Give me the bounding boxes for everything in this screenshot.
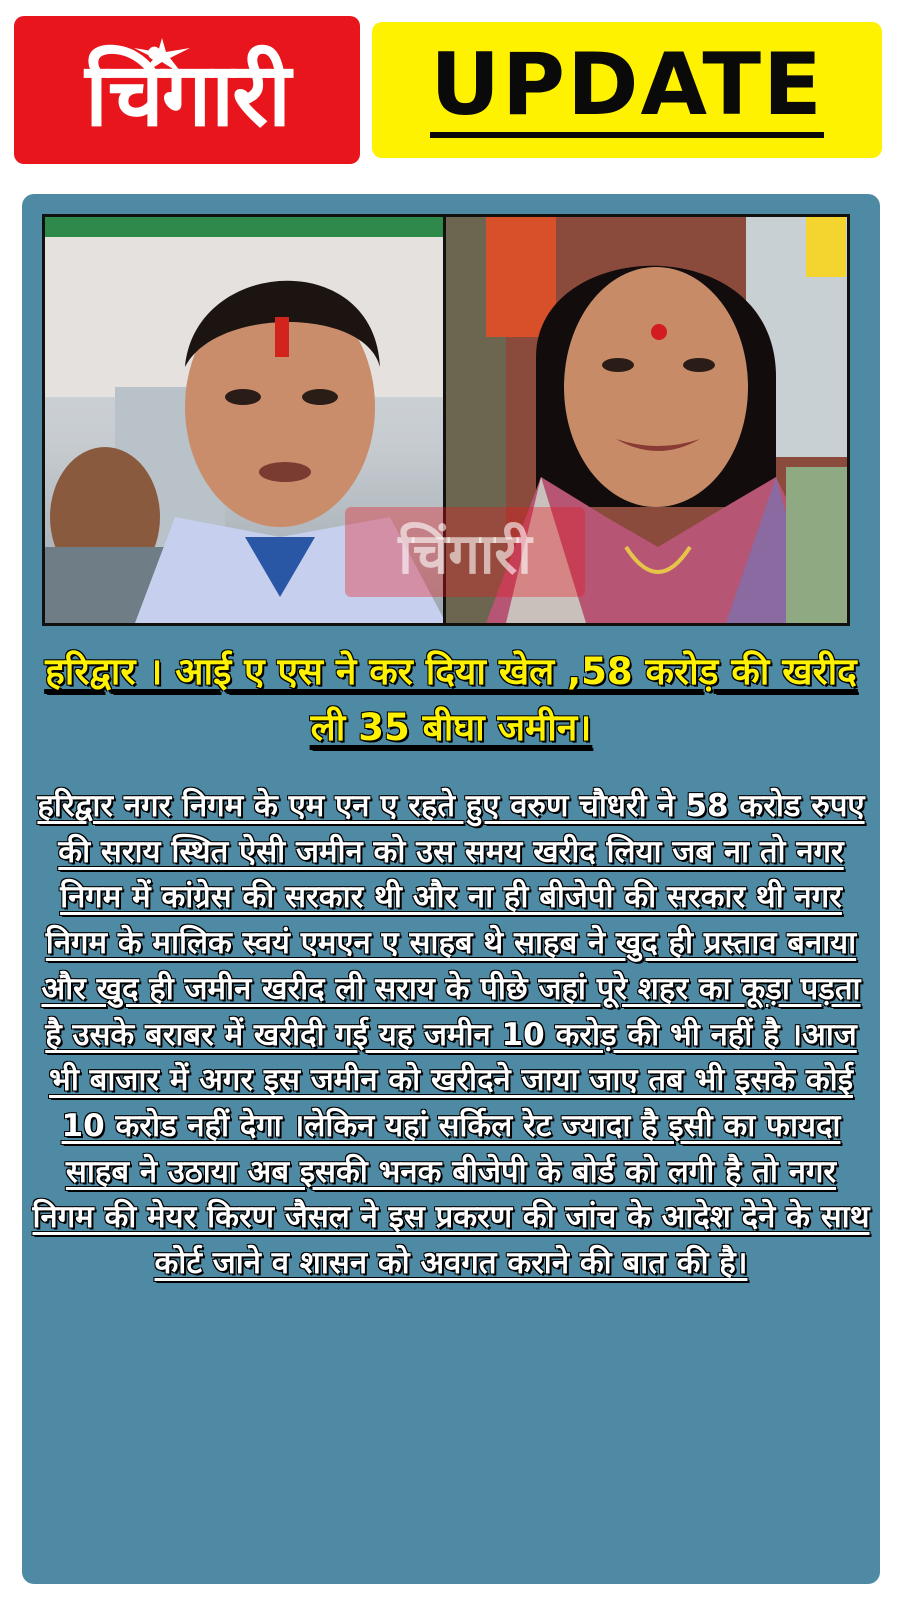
headline-text: हरिद्वार । आई ए एस ने कर दिया खेल ,58 करोड़ की खरीद ली 35 बीघा जमीन। (45, 650, 857, 749)
article-body: हरिद्वार नगर निगम के एम एन ए रहते हुए वरुण चौधरी ने 58 करोड रुपए की सराय स्थित ऐसी जमीन को उस समय खरीद लिया जब ना तो नगर निगम में कांग्रेस की सरकार थी और ना ही बीजेपी की सरकार थी नगर निगम के मालिक स्वयं एमएन ए साहब थे साहब ने खुद ही प्रस्ताव बनाया और खुद ही जमीन खरीद ली सराय के पीछे जहां पूरे शहर का कूड़ा पड़ता है उसके बराबर में खरीदी गई यह जमीन 10 करोड़ की भी नहीं है ।आज भी बाजार में अगर इस जमीन को खरीदने जाया जाए तब भी इसके कोई 10 करोड नहीं देगा ।लेकिन यहां सर्किल रेट ज्यादा है इसी का फायदा साहब ने उठाया अब इसकी भनक बीजेपी के बोर्ड को लगी है तो नगर निगम की मेयर किरण जैसल ने इस प्रकरण की जांच के आदेश देने के साथ कोर्ट जाने व शासन को अवगत कराने की बात की है। (32, 788, 870, 1282)
logo-text: चिंगारी (85, 42, 289, 146)
brand-logo (14, 16, 360, 164)
news-panel (22, 194, 880, 1584)
update-label: UPDATE (430, 42, 824, 138)
watermark-logo: चिंगारी (345, 507, 585, 597)
photo-collage (42, 214, 850, 626)
update-banner (372, 22, 882, 158)
header (0, 0, 900, 180)
headline (36, 644, 866, 756)
